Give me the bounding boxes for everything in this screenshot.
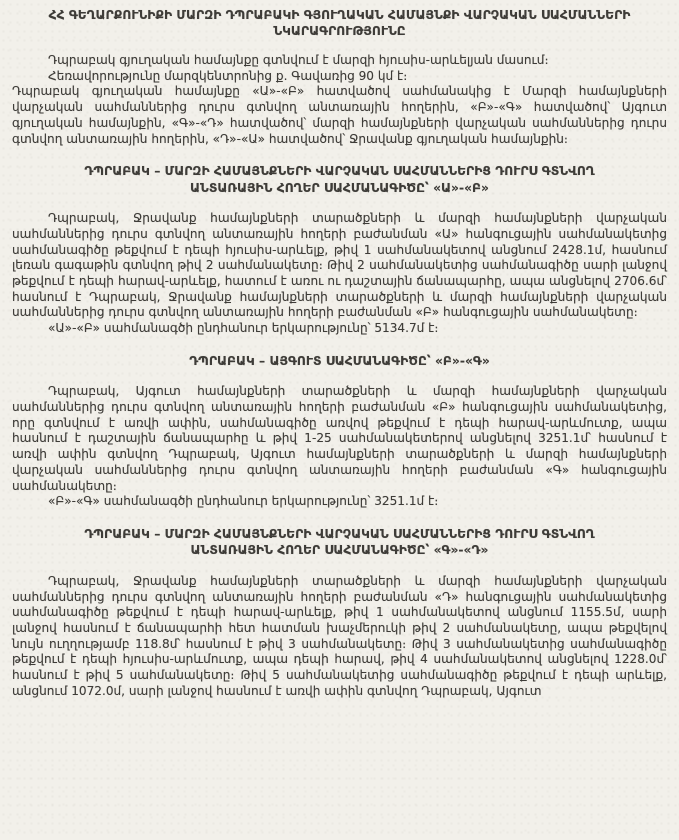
document-title: ՀՀ ԳԵՂԱՐՔՈՒՆԻՔԻ ՄԱՐԶԻ ԴՊՐԱԲԱԿԻ ԳՅՈՒՂԱԿԱՆ ՀԱՄԱՅՆՔԻ ՎԱՐՉԱԿԱՆ ՍԱՀՄԱՆՆԵՐԻ ՆԿԱՐԱԳՐՈՒԹՅՈՒՆԸ (48, 8, 631, 38)
section-boundary-a-b (12, 163, 667, 337)
section-boundary-b-g (12, 353, 667, 510)
section-heading-g-d: ԴՊՐԱԲԱԿ – ՄԱՐԶԻ ՀԱՄԱՅՆՔՆԵՐԻ ՎԱՐՉԱԿԱՆ ՍԱՀՄԱՆՆԵՐԻՑ ԴՈՒՐՍ ԳՏՆՎՈՂ ԱՆՏԱՌԱՅԻՆ ՀՈՂԵՐ ՍԱՀՄԱՆԱԳԻԾԸ՝ «Գ»-«Դ» (84, 526, 595, 558)
intro-distance-paragraph: Հեռավորությունը մարզկենտրոնից ք. Գավառից 90 կմ է։ (48, 68, 408, 83)
section-boundary-g-d (12, 526, 667, 700)
section-body-a-b: Դպրաբակ, Ջրավանք համայնքների տարածքների և մարզի համայնքների վարչական սահմաններից դուրս գտնվող անտառային հողերի բաժանման «Ա» հանգուցային սահմանակետից սահմանագիծը թեքվում է դեպի հյուսիս-արևելք, թիվ 1 սահմանակետով անցնում 2428.1մ, հասնում լեռան գագաթին գտնվող թիվ 2 սահմանակետը։ Թիվ 2 սահմանակետից սահմանագիծը սարի լանջով թեքվում է դեպի հարավ-արևելք, հատում է առու ու դաշտային ճանապարհը, ապա անցնելով 2706.6մ՝ հասնում է Դպրաբակ, Ջրավանք համայնքների տարածքների և մարզի համայնքների վարչական սահմաններից դուրս գտնվող անտառային հողերի բաժանման «Բ» հանգուցային սահմանակետը։ (12, 211, 667, 320)
intro-borders-paragraph: Դպրաբակ գյուղական համայնքը «Ա»-«Բ» հատվածով սահմանակից է Մարզի համայնքների վարչական սահմաններից դուրս գտնվող անտառային հողերին, «Բ»-«Գ» հատվածով՝ Այգուտ գյուղական համայնքին, «Գ»-«Դ» հատվածով՝ մարզի համայնքների վարչական սահմաններից դուրս գտնվող անտառային հողերին, «Դ»-«Ա» հատվածով՝ Ջրավանք գյուղական համայնքին։ (12, 84, 667, 146)
section-total-length-a-b: «Ա»-«Բ» սահմանագծի ընդհանուր երկարությունը՝ 5134.7մ է։ (48, 321, 439, 336)
section-total-length-b-g: «Բ»-«Գ» սահմանագծի ընդհանուր երկարությունը՝ 3251.1մ է։ (48, 494, 439, 509)
section-body-b-g: Դպրաբակ, Այգուտ համայնքների տարածքների և մարզի համայնքների վարչական սահմաններից դուրս գտնվող անտառային հողերի բաժանման «Բ» հանգուցային սահմանակետից, որը գտնվում է առվի ափին, սահմանագիծը առվով թեքվում է դեպի հարավ-արևմուտք, ապա հասնում է դաշտային ճանապարհը և թիվ 1-25 սահմանակետերով անցնելով 3251.1մ՝ հասնում է առվի ափին գտնվող Դպրաբակ, Այգուտ համայնքների տարածքների և մարզի համայնքների վարչական սահմաններից դուրս գտնվող անտառային հողերի բաժանման «Գ» հանգուցային սահմանակետը։ (12, 384, 667, 493)
section-heading-a-b: ԴՊՐԱԲԱԿ – ՄԱՐԶԻ ՀԱՄԱՅՆՔՆԵՐԻ ՎԱՐՉԱԿԱՆ ՍԱՀՄԱՆՆԵՐԻՑ ԴՈՒՐՍ ԳՏՆՎՈՂ ԱՆՏԱՌԱՅԻՆ ՀՈՂԵՐ ՍԱՀՄԱՆԱԳԻԾԸ՝ «Ա»-«Բ» (84, 164, 595, 195)
section-heading-b-g: ԴՊՐԱԲԱԿ – ԱՅԳՈՒՏ ՍԱՀՄԱՆԱԳԻԾԸ՝ «Բ»-«Գ» (189, 353, 490, 368)
intro-location-paragraph: Դպրաբակ գյուղական համայնքը գտնվում է մարզի հյուսիս-արևելյան մասում։ (48, 53, 549, 67)
section-body-g-d: Դպրաբակ, Ջրավանք համայնքների տարածքների և մարզի համայնքների վարչական սահմաններից դուրս գտնվող անտառային հողերի բաժանման «Դ» հանգուցային սահմանակետից սահմանագիծը թեքվում է դեպի հարավ-արևելք, թիվ 1 սահմանակետով անցնում 1155.5մ, սարի լանջով հասնում է ճանապարհի հետ հատման խաչմերուկի թիվ 2 սահմանակետը, ապա թեքվելով նույն ուղղությամբ 118.8մ՝ հասնում է թիվ 3 սահմանակետը։ Թիվ 3 սահմանակետից սահմանագիծը թեքվում է դեպի հյուսիս-արևմուտք, ապա դեպի հարավ, թիվ 4 սահմանակետով անցնելով 1228.0մ՝ հասնում է թիվ 5 սահմանակետը։ Թիվ 5 սահմանակետից սահմանագիծը թեքվում է դեպի արևելք, անցնում 1072.0մ, սարի լանջով հասնում է առվի ափին գտնվող Դպրաբակ, Այգուտ (12, 573, 667, 698)
